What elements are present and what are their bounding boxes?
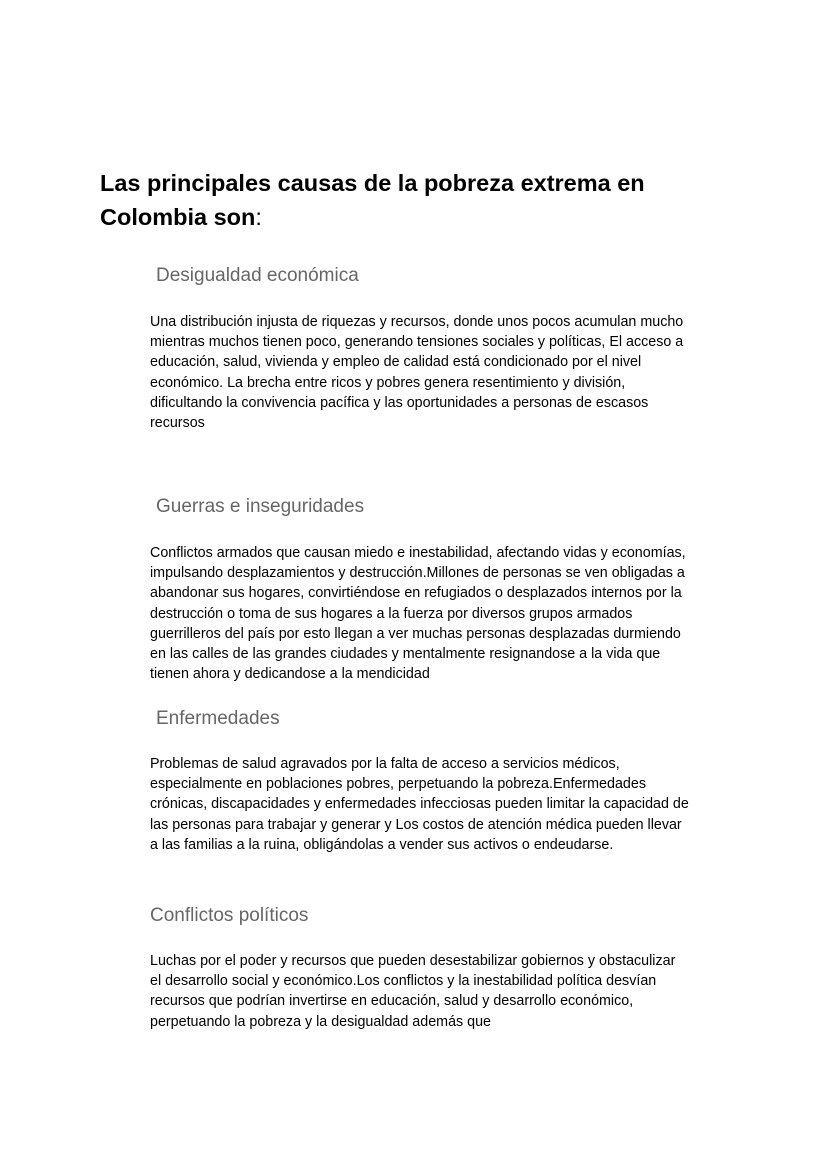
section-body-guerras: [150, 543, 740, 684]
body-line: Conflictos armados que causan miedo e inestabilidad, afectando vidas y economías,: [150, 545, 686, 561]
body-line: perpetuando la pobreza y la desigualdad además que: [150, 1013, 491, 1030]
section-body-enfermedades: [150, 754, 740, 855]
body-line: en las calles de las grandes ciudades y mentalmente resignandose a la vida que: [150, 646, 661, 663]
body-line: a las familias a la ruina, obligándolas a vender sus activos o endeudarse.: [150, 836, 614, 853]
page-title-text: Las principales causas de la pobreza extrema en Colombia son: [100, 170, 645, 230]
body-line: dificultando la convivencia pacífica y las oportunidades a personas de escasos: [150, 394, 649, 411]
body-line: Una distribución injusta de riquezas y recursos, donde unos pocos acumulan mucho: [150, 314, 684, 330]
section-body-desigualdad: [150, 312, 740, 433]
section-heading-guerras: Guerras e inseguridades: [156, 496, 365, 517]
section-heading-conflictos-politicos: Conflictos políticos: [150, 905, 309, 926]
section-heading-enfermedades: Enfermedades: [156, 708, 280, 729]
body-line: abandonar sus hogares, convirtiéndose en refugiados o desplazados internos por la: [150, 585, 682, 602]
body-line: guerrilleros del país por esto llegan a ver muchas personas desplazadas durmiendo: [150, 625, 681, 642]
body-line: especialmente en poblaciones pobres, perpetuando la pobreza.Enfermedades: [150, 776, 646, 793]
page-title: [100, 166, 740, 234]
body-line: Problemas de salud agravados por la falta de acceso a servicios médicos,: [150, 756, 620, 772]
body-line: el desarrollo social y económico.Los conflictos y la inestabilidad política desvían: [150, 973, 657, 990]
page-title-colon: :: [255, 204, 262, 230]
section-body-conflictos-politicos: [150, 951, 740, 1032]
body-line: tienen ahora y dedicandose a la mendicidad: [150, 666, 430, 683]
body-line: destrucción o toma de sus hogares a la fuerza por diversos grupos armados: [150, 605, 633, 622]
body-line: las personas para trabajar y generar y Los costos de atención médica pueden llevar: [150, 816, 682, 833]
body-line: recursos que podrían invertirse en educación, salud y desarrollo económico,: [150, 993, 634, 1010]
body-line: económico. La brecha entre ricos y pobres genera resentimiento y división,: [150, 374, 626, 391]
body-line: recursos: [150, 415, 205, 432]
body-line: educación, salud, vivienda y empleo de calidad está condicionado por el nivel: [150, 354, 642, 371]
body-line: impulsando desplazamientos y destrucción.Millones de personas se ven obligadas a: [150, 565, 685, 582]
section-heading-desigualdad: Desigualdad económica: [156, 265, 359, 286]
body-line: Luchas por el poder y recursos que pueden desestabilizar gobiernos y obstaculizar: [150, 953, 676, 969]
body-line: crónicas, discapacidades y enfermedades infecciosas pueden limitar la capacidad de: [150, 796, 689, 813]
body-line: mientras muchos tienen poco, generando tensiones sociales y políticas, El acceso a: [150, 334, 684, 351]
